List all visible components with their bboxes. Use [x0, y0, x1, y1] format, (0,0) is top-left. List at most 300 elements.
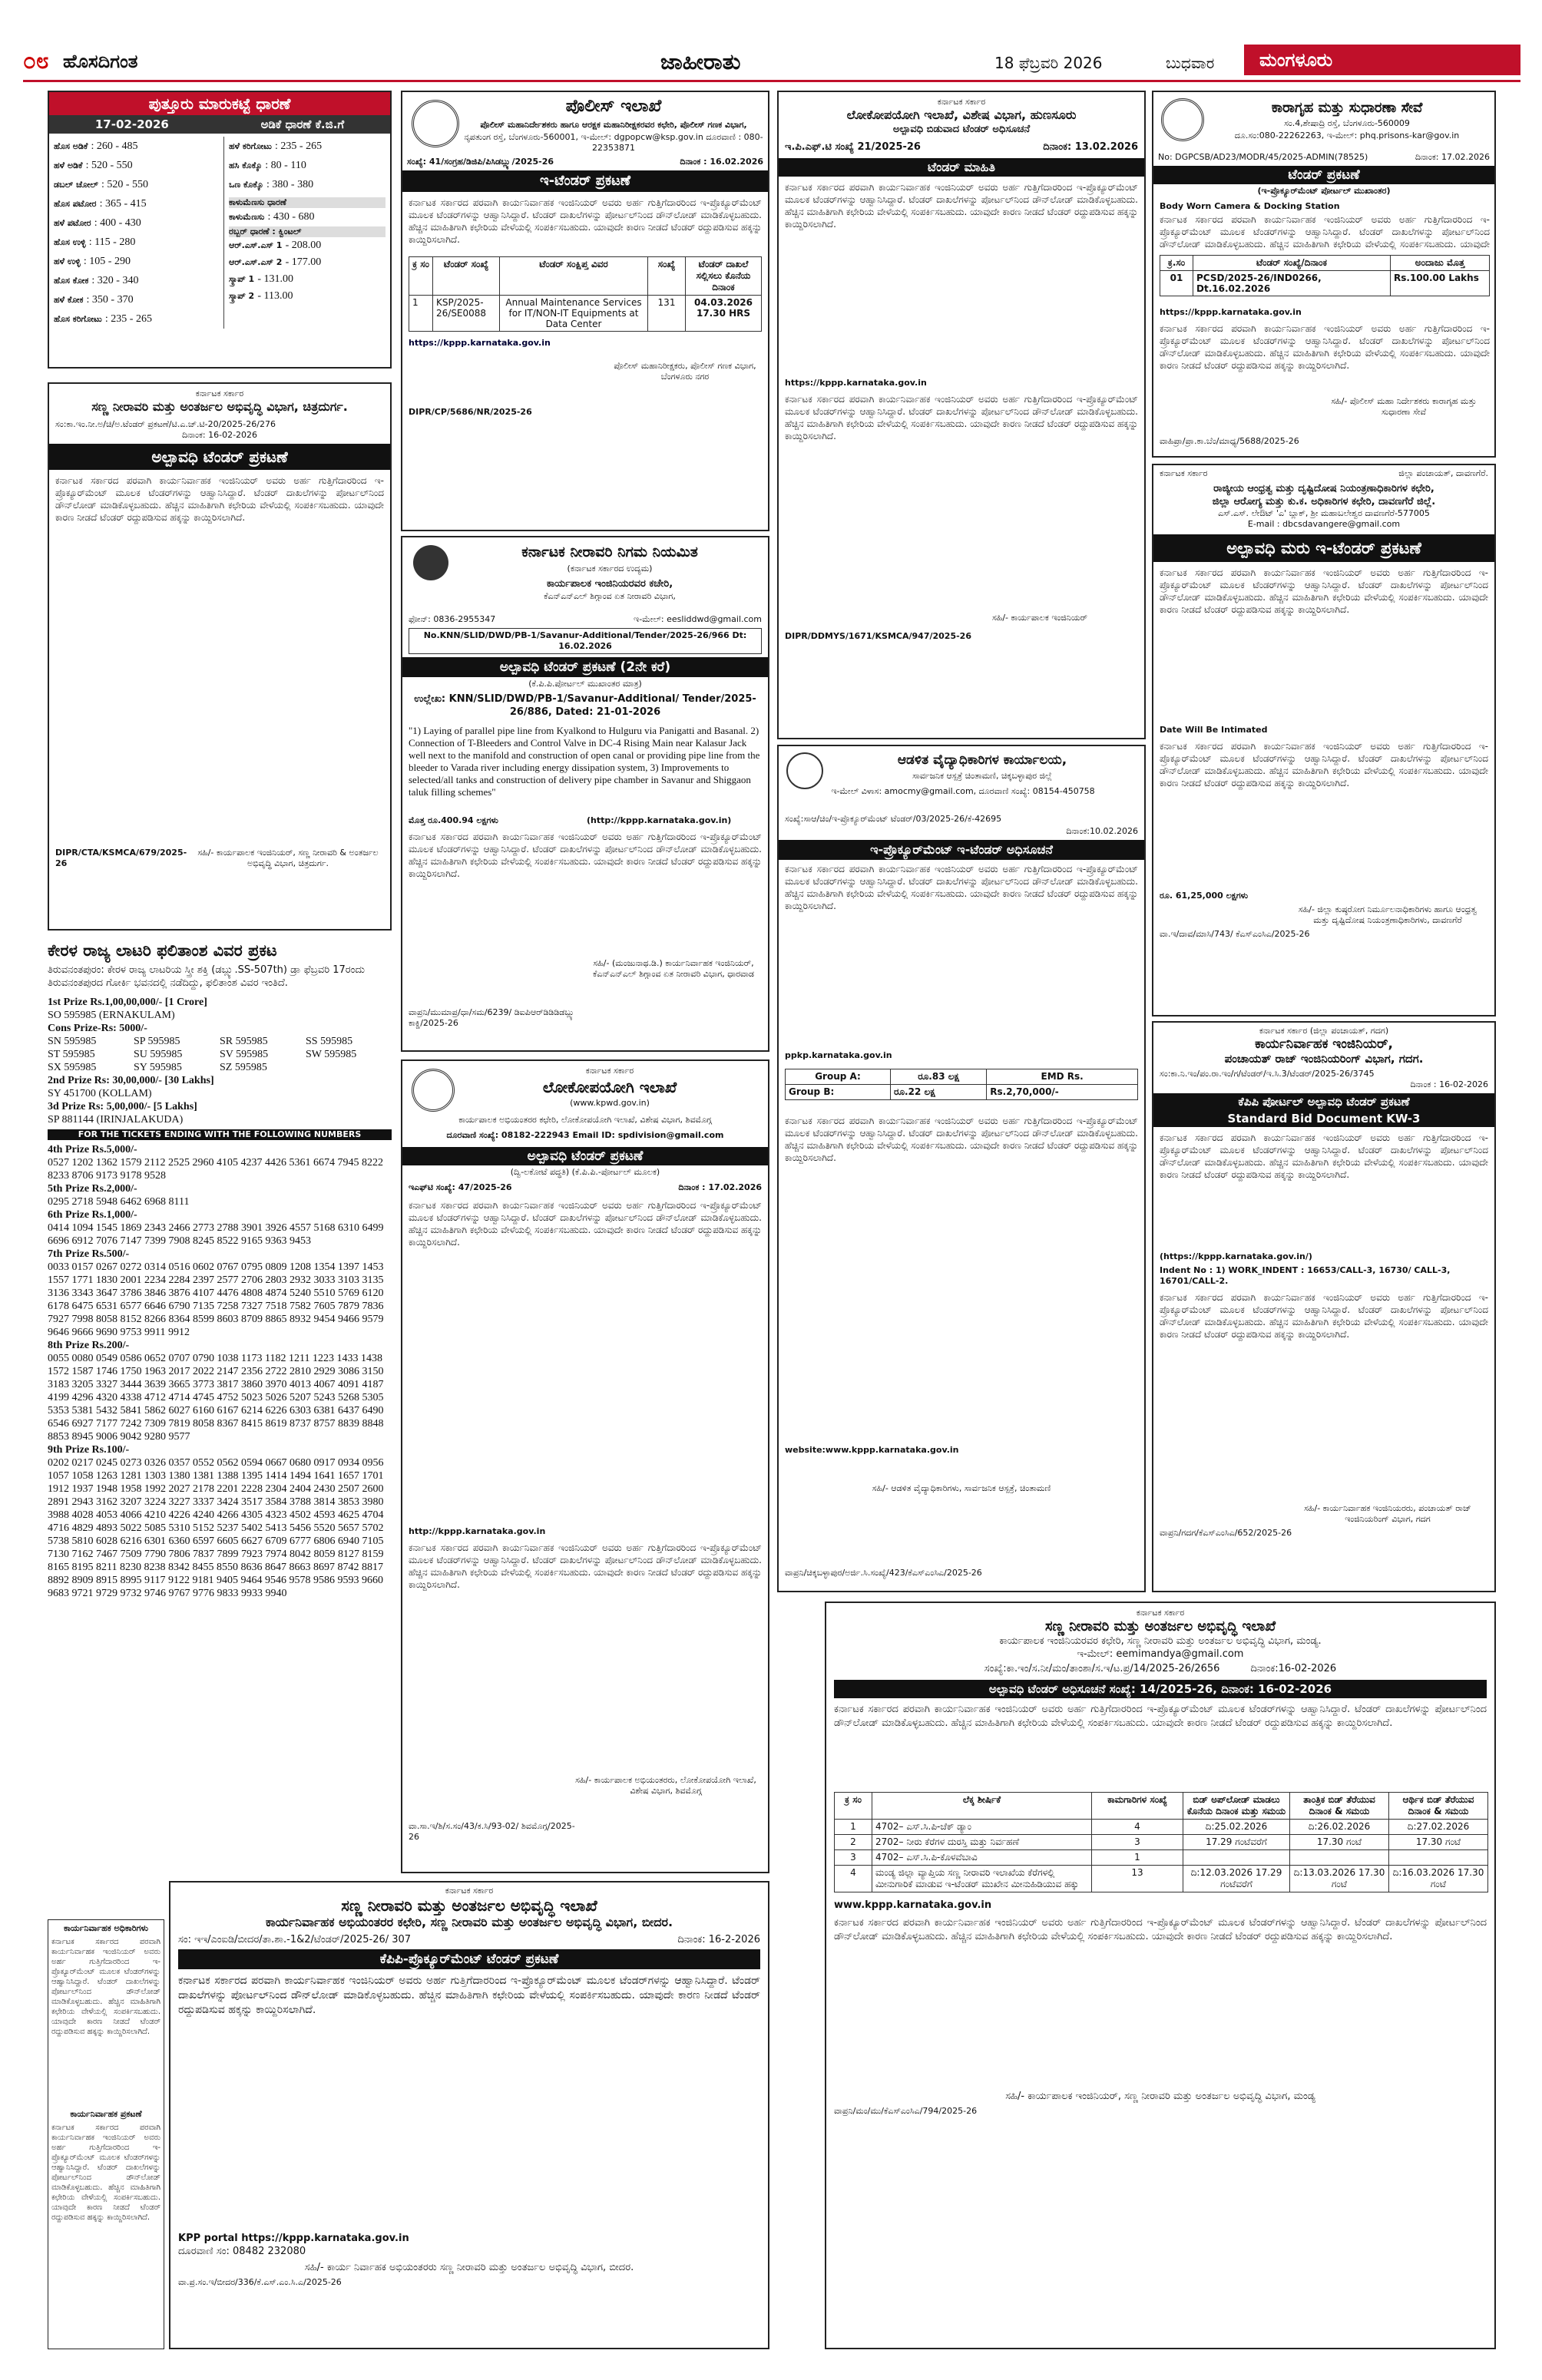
knnl-ref: No.KNN/SLID/DWD/PB-1/Savanur-Additional/Tender/2025-26/966 Dt: 16.02.2026: [409, 628, 762, 654]
gadag-govt: ಕರ್ನಾಟಕ ಸರ್ಕಾರ (ಜಿಲ್ಲಾ ಪಂಚಾಯತ್, ಗದಗ): [1259, 1026, 1389, 1036]
davanagere-email: E-mail : dbcsdavangere@gmail.com: [1247, 519, 1401, 529]
small-notice-body-2: ಕರ್ನಾಟಕ ಸರ್ಕಾರದ ಪರವಾಗಿ ಕಾರ್ಯನಿರ್ವಾಹಕ ಇಂಜಿನಿಯರ್ ಅವರು ಅರ್ಹ ಗುತ್ತಿಗೆದಾರರಿಂದ ಇ-ಪ್ರೊಕ್ಯೂರ್‌ಮೆಂಟ್ ಮೂಲಕ ಟೆಂಡರ್‌ಗಳನ್ನು ಆಹ್ವಾನಿಸಿದ್ದಾರೆ. ಟೆಂಡರ್ ದಾಖಲೆಗಳನ್ನು ಪೋರ್ಟಲ್‌ನಿಂದ ಡೌನ್‌ಲೋಡ್ ಮಾಡಿಕೊಳ್ಳಬಹುದು. ಹೆಚ್ಚಿನ ಮಾಹಿತಿಗಾಗಿ ಕಛೇರಿಯ ವೇಳೆಯಲ್ಲಿ ಸಂಪರ್ಕಿಸಬಹುದು. ಯಾವುದೇ ಕಾರಣ ನೀಡದೆ ಟೆಂಡರ್ ರದ್ದುಪಡಿಸುವ ಹಕ್ಕನ್ನು ಕಾಯ್ದಿರಿಸಲಾಗಿದೆ.: [51, 2124, 160, 2222]
cell: 3: [1092, 1835, 1183, 1850]
rate-value: : 105 - 290: [83, 256, 131, 267]
rate-item: ಹೊಸ ಅಡಿಕೆ: [54, 141, 88, 151]
cell: Rs.100.00 Lakhs: [1391, 271, 1490, 296]
police-tender-box: [401, 91, 769, 531]
cell: ರೂ.22 ಲಕ್ಷ: [891, 1085, 987, 1100]
cell: ದಿ:16.03.2026 17.30 ಗಂಟೆ: [1389, 1866, 1488, 1892]
pepper-label: ಕಾಳುಮೆಣಸು ಧಾರಣೆ: [229, 197, 386, 208]
prisons-phone: ದೂ.ಸಂ:080-22262263, ಇ-ಮೇಲ್: phq.prisons-kar@gov.in: [1234, 131, 1460, 140]
col-tender-no: ಟೆಂಡರ್ ಸಂಖ್ಯೆ: [433, 257, 500, 296]
rate-value: : 365 - 415: [99, 198, 147, 210]
knnl-office: ಕಾರ್ಯಪಾಲಕ ಇಂಜಿನಿಯರವರ ಕಚೇರಿ,: [546, 578, 673, 590]
rate-value: : 235 - 265: [275, 140, 323, 152]
rate-item: ಹೊಸ ಕರಿಗೋಟು: [54, 314, 102, 324]
col-tender-no: ಟೆಂಡರ್ ಸಂಖ್ಯೆ/ದಿನಾಂಕ: [1193, 256, 1391, 271]
bidar-footer: ವಾ.ಪ್ರ.ಸಂ.ಇ/ಬೀದರ/336/ಕೆ.ಎಸ್.ಎಂ.ಸಿ.ಎ/2025-26: [178, 2277, 342, 2287]
small-notice-title: ಕಾರ್ಯನಿರ್ವಾಹಕ ಅಧಿಕಾರಿಗಳು: [64, 1923, 148, 1933]
cell: 17.30 ಗಂಟೆ: [1389, 1835, 1488, 1850]
rates-right: [223, 137, 386, 329]
davanagere-subtitle: ಜಿಲ್ಲಾ ಆರೋಗ್ಯ ಮತ್ತು ಕು.ಕ. ಅಧಿಕಾರಿಗಳ ಕಛೇರಿ, ದಾವಣಗೆರೆ ಜಿಲ್ಲೆ.: [1212, 496, 1436, 507]
knnl-title: ಕರ್ನಾಟಕ ನೀರಾವರಿ ನಿಗಮ ನಿಯಮಿತ: [521, 544, 698, 560]
rate-item: ಹೊಸ ಪಟೋರ: [54, 199, 97, 209]
davanagere-amount: ರೂ. 61,25,000 ಲಕ್ಷಗಳು: [1160, 891, 1249, 901]
cons-number: SX 595985: [48, 1062, 97, 1073]
chintamani-footer: ವಾಪ್ರನಿ/ಚಿಕ್ಕಬಳ್ಳಾಪುರ/ಅರ್ಜಿ.ಸಿ.ಸಂಖ್ಯೆ/423/ಕೆಎಸ್‌ಎಂಸಿಎ/2025-26: [785, 1568, 982, 1578]
rubber-label: ರಬ್ಬರ್ ಧಾರಣೆ : ಕ್ವಿಂಟಲ್: [229, 226, 386, 237]
davanagere-title: ರಾಜ್ಯೀಯ ಆಂಧ್ರತ್ವ ಮತ್ತು ದೃಷ್ಟಿದೋಷ ನಿಯಂತ್ರಣಾಧಿಕಾರಿಗಳ ಕಛೇರಿ,: [1213, 483, 1434, 494]
knnl-work-ref: ಉಲ್ಲೇಖ: KNN/SLID/DWD/PB-1/Savanur-Additional/ Tender/2025-26/886, Dated: 21-01-2026: [414, 693, 756, 718]
weekday: ಬುಧವಾರ: [1166, 54, 1215, 72]
col-sl: ಕ್ರ.ಸಂ: [1160, 256, 1193, 271]
hunsur-title: ಲೋಕೋಪಯೋಗಿ ಇಲಾಖೆ, ವಿಶೇಷ ವಿಭಾಗ, ಹುಣಸೂರು: [846, 107, 1077, 122]
knnl-heading: ಅಲ್ಪಾವಧಿ ಟೆಂಡರ್ ಪ್ರಕಟಣೆ (2ನೇ ಕರೆ): [402, 657, 768, 677]
pwd-emblem-icon: [412, 1069, 455, 1112]
table-row: [786, 1085, 1138, 1100]
kerala-intro: ತಿರುವನಂತಪುರಂ: ಕೇರಳ ರಾಜ್ಯ ಲಾಟರಿಯ ಸ್ತ್ರೀ ಶಕ್ತಿ (ಡಬ್ಲ್ಯು.SS-507th) ಡ್ರಾ ಫೆಬ್ರವರಿ 17ರಂದು ತಿರುವನಂತಪುರದ ಗೋರ್ಕಿ ಭವನದಲ್ಲಿ ನಡೆದಿದ್ದು, ಫಲಿತಾಂಶ ವಿವರ ಇಂತಿದೆ.: [48, 964, 365, 989]
chitradurga-govt: ಕರ್ನಾಟಕ ಸರ್ಕಾರ: [195, 388, 244, 398]
prisons-body: ಕರ್ನಾಟಕ ಸರ್ಕಾರದ ಪರವಾಗಿ ಕಾರ್ಯನಿರ್ವಾಹಕ ಇಂಜಿನಿಯರ್ ಅವರು ಅರ್ಹ ಗುತ್ತಿಗೆದಾರರಿಂದ ಇ-ಪ್ರೊಕ್ಯೂರ್‌ಮೆಂಟ್ ಮೂಲಕ ಟೆಂಡರ್‌ಗಳನ್ನು ಆಹ್ವಾನಿಸಿದ್ದಾರೆ. ಟೆಂಡರ್ ದಾಖಲೆಗಳನ್ನು ಪೋರ್ಟಲ್‌ನಿಂದ ಡೌನ್‌ಲೋಡ್ ಮಾಡಿಕೊಳ್ಳಬಹುದು. ಹೆಚ್ಚಿನ ಮಾಹಿತಿಗಾಗಿ ಕಛೇರಿಯ ವೇಳೆಯಲ್ಲಿ ಸಂಪರ್ಕಿಸಬಹುದು. ಯಾವುದೇ: [1160, 214, 1490, 250]
pepper-value: : 430 - 680: [267, 211, 315, 223]
gadag-ref: ಸಂ:ಕಾ.ನಿ.ಇಂ/ಪಂ.ರಾ.ಇಂ/ಗ/ಟೆಂಡರ್/ಇ.ಸಿ.3/ಟೆಂಡರ್/2025-26/3745: [1160, 1069, 1375, 1079]
prize8-label: 8th Prize Rs.200/-: [48, 1340, 130, 1351]
gadag-tender-box: [1152, 1021, 1496, 1592]
cell: 4: [835, 1866, 872, 1892]
shimoga-portal-link[interactable]: http://kppp.karnataka.gov.in: [409, 1526, 546, 1536]
shimoga-phone: ದೂರವಾಣಿ ಸಂಖ್ಯೆ: 08182-222943 Email ID: spdivision@gmail.com: [446, 1130, 724, 1140]
gadag-sign: ಸಹಿ/- ಕಾರ್ಯನಿರ್ವಾಹಕ ಇಂಜಿನಿಯರರು, ಪಂಚಾಯತ್ ರಾಜ್ ಇಂಜಿನಿಯರಿಂಗ್ ವಿಭಾಗ, ಗದಗ: [1304, 1503, 1471, 1524]
cell: [1389, 1850, 1488, 1866]
knnl-amount: ಮೊತ್ತ ರೂ.400.94 ಲಕ್ಷಗಳು: [409, 815, 498, 825]
prisons-ref: No: DGPCSB/AD23/MODR/45/2025-ADMIN(78525): [1158, 152, 1368, 162]
col-last-date: ಟೆಂಡರ್ ದಾಖಲೆ ಸಲ್ಲಿಸಲು ಕೊನೆಯ ದಿನಾಂಕ: [686, 257, 762, 296]
knnl-footer: ವಾಪ್ರನಿ/ಮುಮಾಪ್ರ/ಧಾ/ಸಮ/6239/ ಡಿಐಪಿಆರ್‌ಡಿಡಿಡಿಡಬ್ಲ್ಯು ಕಾಕ್ಡಿ/2025-26: [409, 1007, 576, 1028]
chintamani-tender-box: [777, 745, 1146, 1592]
cell: Rs.2,70,000/-: [987, 1085, 1138, 1100]
hunsur-subtitle: ಅಲ್ಪಾವಧಿ ಬಿಡುವಾದ ಟೆಂಡರ್ ಅಧಿಸೂಚನೆ: [892, 124, 1031, 135]
cell: ದಿ:27.02.2026: [1389, 1820, 1488, 1835]
knnl-division: ಕೆಎನ್‌ಎನ್‌ಎಲ್ ಶಿಗ್ಗಾಂವ ಏತ ನೀರಾವರಿ ವಿಭಾಗ,: [544, 591, 676, 601]
prize5-label: 5th Prize Rs.2,000/-: [48, 1183, 137, 1195]
issue-date: 18 ಫೆಬ್ರವರಿ 2026: [994, 54, 1103, 72]
col-works: ಕಾಮಗಾರಿಗಳ ಸಂಖ್ಯೆ: [1092, 1793, 1183, 1820]
chintamani-address: ಸಾರ್ವಜನಿಕ ಆಸ್ಪತ್ರೆ ಚಿಂತಾಮಣಿ, ಚಿಕ್ಕಬಳ್ಳಾಪುರ ಜಿಲ್ಲೆ: [912, 771, 1052, 781]
hunsur-date: ದಿನಾಂಕ: 13.02.2026: [1043, 141, 1138, 153]
shimoga-title: ಲೋಕೋಪಯೋಗಿ ಇಲಾಖೆ: [542, 1078, 677, 1096]
hunsur-heading: ಟೆಂಡರ್ ಮಾಹಿತಿ: [779, 158, 1144, 177]
col-emd: EMD Rs.: [987, 1069, 1138, 1085]
rate-value: : 380 - 380: [266, 179, 314, 190]
hunsur-body: ಕರ್ನಾಟಕ ಸರ್ಕಾರದ ಪರವಾಗಿ ಕಾರ್ಯನಿರ್ವಾಹಕ ಇಂಜಿನಿಯರ್ ಅವರು ಅರ್ಹ ಗುತ್ತಿಗೆದಾರರಿಂದ ಇ-ಪ್ರೊಕ್ಯೂರ್‌ಮೆಂಟ್ ಮೂಲಕ ಟೆಂಡರ್‌ಗಳನ್ನು ಆಹ್ವಾನಿಸಿದ್ದಾರೆ. ಟೆಂಡರ್ ದಾಖಲೆಗಳನ್ನು ಪೋರ್ಟಲ್‌ನಿಂದ ಡೌನ್‌ಲೋಡ್ ಮಾಡಿಕೊಳ್ಳಬಹುದು. ಹೆಚ್ಚಿನ ಮಾಹಿತಿಗಾಗಿ ಕಛೇರಿಯ ವೇಳೆಯಲ್ಲಿ ಸಂಪರ್ಕಿಸಬಹುದು. ಯಾವುದೇ ಕಾರಣ ನೀಡದೆ ಟೆಂಡರ್ ರದ್ದುಪಡಿಸುವ ಹಕ್ಕನ್ನು ಕಾಯ್ದಿರಿಸಲಾಗಿದೆ.: [785, 182, 1138, 230]
shimoga-site[interactable]: (www.kpwd.gov.in): [570, 1098, 650, 1108]
shimoga-date: ದಿನಾಂಕ : 17.02.2026: [678, 1182, 762, 1192]
gadag-subtitle: ಪಂಚಾಯತ್ ರಾಜ್ ಇಂಜಿನಿಯರಿಂಗ್ ವಿಭಾಗ, ಗದಗ.: [1224, 1052, 1424, 1066]
bidar-phone: ದೂರವಾಣಿ ಸಂ: 08482 232080: [178, 2246, 306, 2257]
prisons-emblem-icon: [1161, 98, 1204, 141]
rate-item: ಹೊಸ ಕೋಕ: [54, 276, 89, 286]
knnl-body: ಕರ್ನಾಟಕ ಸರ್ಕಾರದ ಪರವಾಗಿ ಕಾರ್ಯನಿರ್ವಾಹಕ ಇಂಜಿನಿಯರ್ ಅವರು ಅರ್ಹ ಗುತ್ತಿಗೆದಾರರಿಂದ ಇ-ಪ್ರೊಕ್ಯೂರ್‌ಮೆಂಟ್ ಮೂಲಕ ಟೆಂಡರ್‌ಗಳನ್ನು ಆಹ್ವಾನಿಸಿದ್ದಾರೆ. ಟೆಂಡರ್ ದಾಖಲೆಗಳನ್ನು ಪೋರ್ಟಲ್‌ನಿಂದ ಡೌನ್‌ಲೋಡ್ ಮಾಡಿಕೊಳ್ಳಬಹುದು. ಹೆಚ್ಚಿನ ಮಾಹಿತಿಗಾಗಿ ಕಛೇರಿಯ ವೇಳೆಯಲ್ಲಿ ಸಂಪರ್ಕಿಸಬಹುದು. ಯಾವುದೇ ಕಾರಣ ನೀಡದೆ ಟೆಂಡರ್ ರದ್ದುಪಡಿಸುವ ಹಕ್ಕನ್ನು ಕಾಯ್ದಿರಿಸಲಾಗಿದೆ.: [409, 831, 762, 879]
bidar-govt: ಕರ್ನಾಟಕ ಸರ್ಕಾರ: [445, 1886, 494, 1896]
mandya-body-2: ಕರ್ನಾಟಕ ಸರ್ಕಾರದ ಪರವಾಗಿ ಕಾರ್ಯನಿರ್ವಾಹಕ ಇಂಜಿನಿಯರ್ ಅವರು ಅರ್ಹ ಗುತ್ತಿಗೆದಾರರಿಂದ ಇ-ಪ್ರೊಕ್ಯೂರ್‌ಮೆಂಟ್ ಮೂಲಕ ಟೆಂಡರ್‌ಗಳನ್ನು ಆಹ್ವಾನಿಸಿದ್ದಾರೆ. ಟೆಂಡರ್ ದಾಖಲೆಗಳನ್ನು ಪೋರ್ಟಲ್‌ನಿಂದ ಡೌನ್‌ಲೋಡ್ ಮಾಡಿಕೊಳ್ಳಬಹುದು. ಹೆಚ್ಚಿನ ಮಾಹಿತಿಗಾಗಿ ಕಛೇರಿಯ ವೇಳೆಯಲ್ಲಿ ಸಂಪರ್ಕಿಸಬಹುದು. ಯಾವುದೇ ಕಾರಣ ನೀಡದೆ ಟೆಂಡರ್ ರದ್ದುಪಡಿಸುವ ಹಕ್ಕನ್ನು ಕಾಯ್ದಿರಿಸಲಾಗಿದೆ.: [834, 1917, 1487, 1942]
prize8-numbers: 0055 0080 0549 0586 0652 0707 0790 1038 1173 1182 1211 1223 1433 1438 1572 1587 1746 1750 1963 2017 2022 2147 2356 2722 2810 2929 3086 3150 3183 3205 3327 3444 3639 3665 3773 3817 3860 3970 4013 4067 4091 4187 4199 4296 4320 4338 4712 4714 4745 4752 5023 5026 5207 5243 5268 5305 5353 5381 5432 5841 5862 6027 6160 6167 6214 6226 6303 6381 6437 6490 6546 6927 7177 7242 7309 7819 8058 8367 8415 8619 8737 8757 8839 8848 8853 8945 9006 9042 9280 9577: [48, 1353, 384, 1443]
knnl-phone: ಫೋನ್: 0836-2955347: [409, 614, 496, 624]
col-sl: ಕ್ರ ಸಂ: [835, 1793, 872, 1820]
knnl-work-desc: "1) Laying of parallel pipe line from Kyalkond to Hulguru via Panigatti and Basanal. 2) Connection of T-Bleeders and Control Valve in DC-4 Rising Main near Kalasur Jack well next to the manifold and construction of open canal or providing pipe line from the bleeder to Varada river including energy dissipation system, 3) Improvements to selected/all tanks and construction of delivery pipe chamber in Savanur and Shiggaon taluk filling schemes": [409, 725, 760, 798]
prisons-address: ಸಂ.4,ಶೇಷಾದ್ರಿ ರಸ್ತೆ, ಬೆಂಗಳೂರು-560009: [1284, 118, 1410, 128]
davanagere-dates: Date Will Be Intimated: [1160, 725, 1268, 735]
chintamani-title: ಆಡಳಿತ ವೈದ್ಯಾಧಿಕಾರಿಗಳ ಕಾರ್ಯಾಲಯ,: [897, 752, 1067, 768]
rubber-value: - 177.00: [285, 256, 322, 268]
hunsur-govt: ಕರ್ನಾಟಕ ಸರ್ಕಾರ: [937, 97, 986, 107]
market-rates-box: [48, 91, 392, 369]
col-bid-date: ಬಿಡ್ ಅಪ್‌ಲೋಡ್ ಮಾಡಲು ಕೊನೆಯ ದಿನಾಂಕ ಮತ್ತು ಸಮಯ: [1183, 1793, 1290, 1820]
cell: 131: [648, 296, 686, 332]
rate-item: ಹಸಿ ಕೊಕ್ಕೊ: [229, 160, 263, 170]
rate-item: ಹಳೆ ಕರಿಗೋಟು: [229, 141, 272, 151]
prize3-label: 3d Prize Rs: 5,00,000/- [5 Lakhs]: [48, 1101, 197, 1112]
rate-item: ಹಳೆ ಪಟೋರ: [54, 218, 91, 228]
prisons-title: ಕಾರಾಗೃಹ ಮತ್ತು ಸುಧಾರಣಾ ಸೇವೆ: [1271, 100, 1423, 116]
gadag-body-2: ಕರ್ನಾಟಕ ಸರ್ಕಾರದ ಪರವಾಗಿ ಕಾರ್ಯನಿರ್ವಾಹಕ ಇಂಜಿನಿಯರ್ ಅವರು ಅರ್ಹ ಗುತ್ತಿಗೆದಾರರಿಂದ ಇ-ಪ್ರೊಕ್ಯೂರ್‌ಮೆಂಟ್ ಮೂಲಕ ಟೆಂಡರ್‌ಗಳನ್ನು ಆಹ್ವಾನಿಸಿದ್ದಾರೆ. ಟೆಂಡರ್ ದಾಖಲೆಗಳನ್ನು ಪೋರ್ಟಲ್‌ನಿಂದ ಡೌನ್‌ಲೋಡ್ ಮಾಡಿಕೊಳ್ಳಬಹುದು. ಹೆಚ್ಚಿನ ಮಾಹಿತಿಗಾಗಿ ಕಛೇರಿಯ ವೇಳೆಯಲ್ಲಿ ಸಂಪರ್ಕಿಸಬಹುದು. ಯಾವುದೇ ಕಾರಣ ನೀಡದೆ ಟೆಂಡರ್ ರದ್ದುಪಡಿಸುವ ಹಕ್ಕನ್ನು ಕಾಯ್ದಿರಿಸಲಾಗಿದೆ.: [1160, 1292, 1488, 1340]
cell: 01: [1160, 271, 1193, 296]
gadag-portal-link[interactable]: (https://kppp.karnataka.gov.in/): [1160, 1251, 1312, 1261]
hunsur-portal-link[interactable]: https://kppp.karnataka.gov.in: [785, 378, 927, 388]
chintamani-ref: ಸಂಖ್ಯೆ:ಸಾಆ/ಚಿಂ/ಇ-ಪ್ರೊಕ್ಯೂರ್‌ಮೆಂಟ್ ಟೆಂಡರ್/03/2025-26/ಕೆ-42695: [785, 814, 1002, 824]
gadag-footer: ವಾಪ್ರನಿ/ಗದಗ/ಕೆಎಸ್‌ಎಂಸಿಎ/652/2025-26: [1160, 1528, 1292, 1538]
rates-left: [54, 137, 223, 329]
page-number: ೦೮: [23, 48, 49, 74]
chintamani-date: ದಿನಾಂಕ:10.02.2026: [1066, 826, 1138, 836]
small-notice-heading: ಕಾರ್ಯನಿರ್ವಾಹಕ ಪ್ರಕಟಣೆ: [70, 2109, 142, 2119]
cell: [1290, 1850, 1389, 1866]
hunsur-ref: ಇ.ಪಿ.ಎಫ್.ಟಿ ಸಂಖ್ಯೆ 21/2025-26: [785, 141, 921, 153]
cell: ಮಂಡ್ಯ ಜಿಲ್ಲಾ ವ್ಯಾಪ್ತಿಯ ಸಣ್ಣ ನೀರಾವರಿ ಇಲಾಖೆಯ ಕೆರೆಗಳಲ್ಲಿ ಮೀನುಗಾರಿಕೆ ಮಾಡುವ ಇ-ಟೆಂಡರ್ ಮುಖೇನ ಮೀನುಹಿಡಿಯುವ ಹಕ್ಕು: [872, 1866, 1092, 1892]
rate-item: ಹೊಸ ಉಳ್ಳಿ: [54, 237, 86, 247]
chitradurga-date: ದಿನಾಂಕ: 16-02-2026: [181, 430, 258, 440]
chitradurga-heading: ಅಲ್ಪಾವಧಿ ಟೆಂಡರ್ ಪ್ರಕಟಣೆ: [49, 444, 390, 470]
col-amount: ಅಂದಾಜು ಮೊತ್ತ: [1391, 256, 1490, 271]
cell: ದಿ:25.02.2026: [1183, 1820, 1290, 1835]
mandya-email: ಇ-ಮೇಲ್: eemimandya@gmail.com: [1077, 1648, 1244, 1660]
rubber-item: ಸ್ಕ್ರಾಪ್ 2: [229, 291, 255, 301]
prisons-sign: ಸಹಿ/- ಪೊಲೀಸ್ ಮಹಾ ನಿರ್ದೇಶಕರು ಕಾರಾಗೃಹ ಮತ್ತು ಸುಧಾರಣಾ ಸೇವೆ: [1331, 396, 1477, 417]
knnl-sign: ಸಹಿ/- (ಮಂಜುನಾಥ.ಡಿ.) ಕಾರ್ಯನಿರ್ವಾಹಕ ಇಂಜಿನಿಯರ್, ಕೆಎನ್‌ಎನ್‌ಎಲ್ ಶಿಗ್ಗಾಂವ ಏತ ನೀರಾವರಿ ವಿಭಾಗ, ಧಾರವಾಡ: [592, 958, 754, 979]
table-row: [835, 1850, 1488, 1866]
davanagere-body: ಕರ್ನಾಟಕ ಸರ್ಕಾರದ ಪರವಾಗಿ ಕಾರ್ಯನಿರ್ವಾಹಕ ಇಂಜಿನಿಯರ್ ಅವರು ಅರ್ಹ ಗುತ್ತಿಗೆದಾರರಿಂದ ಇ-ಪ್ರೊಕ್ಯೂರ್‌ಮೆಂಟ್ ಮೂಲಕ ಟೆಂಡರ್‌ಗಳನ್ನು ಆಹ್ವಾನಿಸಿದ್ದಾರೆ. ಟೆಂಡರ್ ದಾಖಲೆಗಳನ್ನು ಪೋರ್ಟಲ್‌ನಿಂದ ಡೌನ್‌ಲೋಡ್ ಮಾಡಿಕೊಳ್ಳಬಹುದು. ಹೆಚ್ಚಿನ ಮಾಹಿತಿಗಾಗಿ ಕಛೇರಿಯ ವೇಳೆಯಲ್ಲಿ ಸಂಪರ್ಕಿಸಬಹುದು. ಯಾವುದೇ ಕಾರಣ ನೀಡದೆ ಟೆಂಡರ್ ರದ್ದುಪಡಿಸುವ ಹಕ್ಕನ್ನು ಕಾಯ್ದಿರಿಸಲಾಗಿದೆ.: [1160, 567, 1488, 615]
gadag-title: ಕಾರ್ಯನಿರ್ವಾಹಕ ಇಂಜಿನಿಯರ್,: [1255, 1036, 1393, 1052]
masthead-rule: [23, 80, 1520, 82]
cons-number: SR 595985: [220, 1036, 268, 1047]
knnl-logo-icon: [413, 545, 448, 580]
police-sign: ಪೊಲೀಸ್ ಮಹಾನಿರೀಕ್ಷಕರು, ಪೊಲೀಸ್ ಗಣಕ ವಿಭಾಗ, ಬೆಂಗಳೂರು ನಗರ: [614, 361, 756, 382]
chintamani-portal-link[interactable]: ppkp.karnataka.gov.in: [785, 1050, 892, 1060]
table-row: [409, 296, 762, 332]
prize6-numbers: 0414 1094 1545 1869 2343 2466 2773 2788 3901 3926 4557 5168 6310 6499 6696 6912 7076 7147 7399 7908 8245 8522 9165 9363 9453: [48, 1222, 384, 1247]
prisons-table: [1160, 255, 1490, 296]
prize5-numbers: 0295 2718 5948 6462 6968 8111: [48, 1196, 190, 1208]
market-date: 17-02-2026: [94, 117, 169, 131]
chintamani-table: [785, 1069, 1138, 1100]
table-row: [835, 1866, 1488, 1892]
chintamani-website[interactable]: website:www.kppp.karnataka.gov.in: [785, 1445, 959, 1455]
cell: Group B:: [786, 1085, 891, 1100]
mandya-portal-link[interactable]: www.kppp.karnataka.gov.in: [834, 1899, 992, 1911]
mandya-heading: ಅಲ್ಪಾವಧಿ ಟೆಂಡರ್ ಅಧಿಸೂಚನೆ ಸಂಖ್ಯೆ: 14/2025-26, ದಿನಾಂಕ: 16-02-2026: [834, 1680, 1487, 1698]
prize9-label: 9th Prize Rs.100/-: [48, 1444, 130, 1456]
cell: 3: [835, 1850, 872, 1866]
cell: PCSD/2025-26/IND0266, Dt.16.02.2026: [1193, 271, 1391, 296]
chintamani-sign: ಸಹಿ/- ಆಡಳಿತ ವೈದ್ಯಾಧಿಕಾರಿಗಳು, ಸಾರ್ವಜನಿಕ ಆಸ್ಪತ್ರೆ, ಚಿಂತಾಮಣಿ: [872, 1483, 1051, 1493]
cons-number: SV 595985: [220, 1049, 269, 1060]
rate-item: ಹಳೆ ಉಳ್ಳಿ: [54, 256, 81, 266]
kerala-lottery-box: [48, 940, 392, 1915]
davanagere-body-2: ಕರ್ನಾಟಕ ಸರ್ಕಾರದ ಪರವಾಗಿ ಕಾರ್ಯನಿರ್ವಾಹಕ ಇಂಜಿನಿಯರ್ ಅವರು ಅರ್ಹ ಗುತ್ತಿಗೆದಾರರಿಂದ ಇ-ಪ್ರೊಕ್ಯೂರ್‌ಮೆಂಟ್ ಮೂಲಕ ಟೆಂಡರ್‌ಗಳನ್ನು ಆಹ್ವಾನಿಸಿದ್ದಾರೆ. ಟೆಂಡರ್ ದಾಖಲೆಗಳನ್ನು ಪೋರ್ಟಲ್‌ನಿಂದ ಡೌನ್‌ಲೋಡ್ ಮಾಡಿಕೊಳ್ಳಬಹುದು. ಹೆಚ್ಚಿನ ಮಾಹಿತಿಗಾಗಿ ಕಛೇರಿಯ ವೇಳೆಯಲ್ಲಿ ಸಂಪರ್ಕಿಸಬಹುದು. ಯಾವುದೇ ಕಾರಣ ನೀಡದೆ ಟೆಂಡರ್ ರದ್ದುಪಡಿಸುವ ಹಕ್ಕನ್ನು ಕಾಯ್ದಿರಿಸಲಾಗಿದೆ.: [1160, 741, 1488, 788]
mandya-office: ಕಾರ್ಯಪಾಲಕ ಇಂಜಿನಿಯರವರ ಕಛೇರಿ, ಸಣ್ಣ ನೀರಾವರಿ ಮತ್ತು ಅಂತರ್ಜಲ ಅಭಿವೃದ್ಧಿ ವಿಭಾಗ, ಮಂಡ್ಯ.: [999, 1635, 1322, 1647]
mandya-table: [834, 1792, 1488, 1892]
police-ref: ಸಂಖ್ಯೆ: 41/ಸಂಗ್ರಹ/ಡಿಜಿಪಿ/ಪಿಸಿಡಬ್ಲ್ಯು/2025-26: [407, 157, 554, 167]
cons-numbers: [48, 1035, 392, 1074]
bidar-subtitle: ಕಾರ್ಯನಿರ್ವಾಹಕ ಅಭಿಯಂತರರ ಕಛೇರಿ, ಸಣ್ಣ ನೀರಾವರಿ ಮತ್ತು ಅಂತರ್ಜಲ ಅಭಿವೃದ್ಧಿ ವಿಭಾಗ, ಬೀದರ.: [265, 1915, 673, 1929]
kerala-title: ಕೇರಳ ರಾಜ್ಯ ಲಾಟರಿ ಫಲಿತಾಂಶ ವಿವರ ಪ್ರಕಟ: [48, 941, 277, 960]
bidar-heading: ಕೆಪಿಪಿ-ಪ್ರೊಕ್ಯೂರ್‌ಮೆಂಟ್ ಟೆಂಡರ್ ಪ್ರಕಟಣೆ: [178, 1949, 760, 1969]
col-head: ಲೆಕ್ಕ ಶೀರ್ಷಿಕೆ: [872, 1793, 1092, 1820]
chitradurga-title: ಸಣ್ಣ ನೀರಾವರಿ ಮತ್ತು ಅಂತರ್ಜಲ ಅಭಿವೃದ್ಧಿ ವಿಭಾಗ, ಚಿತ್ರದುರ್ಗ.: [91, 399, 348, 414]
prize1-number: SO 595985 (ERNAKULAM): [48, 1010, 175, 1021]
police-address: ನೃಪತುಂಗ ರಸ್ತೆ, ಬೆಂಗಳೂರು-560001, ಇ-ಮೇಲ್: dgpopcw@ksp.gov.in ದೂರವಾಣಿ : 080-22353871: [464, 132, 763, 153]
police-heading: ಇ-ಟೆಂಡರ್ ಪ್ರಕಟಣೆ: [402, 170, 768, 192]
prisons-heading: ಟೆಂಡರ್ ಪ್ರಕಟಣೆ: [1153, 166, 1494, 184]
rate-item: ಹಳೆ ಅಡಿಕೆ: [54, 160, 83, 170]
col-sl: ಕ್ರ ಸಂ: [409, 257, 433, 296]
police-table: [409, 256, 762, 332]
rate-value: : 400 - 430: [94, 217, 141, 229]
cell: 1: [1092, 1850, 1183, 1866]
cons-number: SZ 595985: [220, 1062, 267, 1073]
shimoga-subheading: (ದ್ವಿ-ಲಕೋಟೆ ಪದ್ಧತಿ) (ಕೆ.ಪಿ.ಪಿ.-ಪೋರ್ಟಲ್ ಮೂಲಕ): [510, 1167, 660, 1177]
prisons-subheading: (ಇ-ಪ್ರೊಕ್ಯೂರ್‌ಮೆಂಟ್ ಪೋರ್ಟಲ್ ಮುಖಾಂತರ): [1257, 186, 1391, 196]
small-notice-body: ಕರ್ನಾಟಕ ಸರ್ಕಾರದ ಪರವಾಗಿ ಕಾರ್ಯನಿರ್ವಾಹಕ ಇಂಜಿನಿಯರ್ ಅವರು ಅರ್ಹ ಗುತ್ತಿಗೆದಾರರಿಂದ ಇ-ಪ್ರೊಕ್ಯೂರ್‌ಮೆಂಟ್ ಮೂಲಕ ಟೆಂಡರ್‌ಗಳನ್ನು ಆಹ್ವಾನಿಸಿದ್ದಾರೆ. ಟೆಂಡರ್ ದಾಖಲೆಗಳನ್ನು ಪೋರ್ಟಲ್‌ನಿಂದ ಡೌನ್‌ಲೋಡ್ ಮಾಡಿಕೊಳ್ಳಬಹುದು. ಹೆಚ್ಚಿನ ಮಾಹಿತಿಗಾಗಿ ಕಛೇರಿಯ ವೇಳೆಯಲ್ಲಿ ಸಂಪರ್ಕಿಸಬಹುದು. ಯಾವುದೇ ಕಾರಣ ನೀಡದೆ ಟೆಂಡರ್ ರದ್ದುಪಡಿಸುವ ಹಕ್ಕನ್ನು ಕಾಯ್ದಿರಿಸಲಾಗಿದೆ.: [51, 1938, 160, 2036]
rate-item: ಹಳೆ ಕೋಕ: [54, 295, 84, 305]
rate-value: : 80 - 110: [265, 160, 306, 171]
davanagere-address: ಎಸ್.ಎಸ್. ಲೇಔಟ್ 'ಎ' ಬ್ಲಾಕ್, ಶ್ರೀ ಮಹಾಬಲೇಶ್ವರ ದಾವಣಗೆರೆ-577005: [1218, 508, 1430, 518]
chitradurga-dipr: DIPR/CTA/KSMCA/679/2025-26: [55, 848, 187, 868]
prisons-portal-link[interactable]: https://kppp.karnataka.gov.in: [1160, 307, 1302, 317]
mandya-govt: ಕರ್ನಾಟಕ ಸರ್ಕಾರ: [1136, 1608, 1185, 1618]
cons-number: SS 595985: [306, 1036, 353, 1047]
cell: [1183, 1850, 1290, 1866]
prize2-label: 2nd Prize Rs: 30,00,000/- [30 Lakhs]: [48, 1075, 214, 1086]
chintamani-heading: ಇ-ಪ್ರೊಕ್ಯೂರ್‌ಮೆಂಟ್ ಇ-ಟೆಂಡರ್ ಅಧಿಸೂಚನೆ: [779, 840, 1144, 860]
cell: ದಿ:26.02.2026: [1290, 1820, 1389, 1835]
chintamani-email: ಇ-ಮೇಲ್ ವಿಳಾಸ: amocmy@gmail.com, ದೂರವಾಣಿ ಸಂಖ್ಯೆ: 08154-450758: [831, 786, 1095, 796]
cell: 4702– ಎಸ್.ಸಿ.ಪಿ-ಚೆಕ್ ಡ್ಯಾಂ: [872, 1820, 1092, 1835]
gadag-body: ಕರ್ನಾಟಕ ಸರ್ಕಾರದ ಪರವಾಗಿ ಕಾರ್ಯನಿರ್ವಾಹಕ ಇಂಜಿನಿಯರ್ ಅವರು ಅರ್ಹ ಗುತ್ತಿಗೆದಾರರಿಂದ ಇ-ಪ್ರೊಕ್ಯೂರ್‌ಮೆಂಟ್ ಮೂಲಕ ಟೆಂಡರ್‌ಗಳನ್ನು ಆಹ್ವಾನಿಸಿದ್ದಾರೆ. ಟೆಂಡರ್ ದಾಖಲೆಗಳನ್ನು ಪೋರ್ಟಲ್‌ನಿಂದ ಡೌನ್‌ಲೋಡ್ ಮಾಡಿಕೊಳ್ಳಬಹುದು. ಹೆಚ್ಚಿನ ಮಾಹಿತಿಗಾಗಿ ಕಛೇರಿಯ ವೇಳೆಯಲ್ಲಿ ಸಂಪರ್ಕಿಸಬಹುದು. ಯಾವುದೇ ಕಾರಣ ನೀಡದೆ ಟೆಂಡರ್ ರದ್ದುಪಡಿಸುವ ಹಕ್ಕನ್ನು ಕಾಯ್ದಿರಿಸಲಾಗಿದೆ.: [1160, 1132, 1488, 1180]
prize7-label: 7th Prize Rs.500/-: [48, 1248, 130, 1260]
col-desc: ಟೆಂಡರ್ ಸಂಕ್ಷಿಪ್ತ ವಿವರ: [500, 257, 648, 296]
bidar-tender-box: [169, 1881, 769, 2349]
col-group-amount: ರೂ.83 ಲಕ್ಷ: [891, 1069, 987, 1085]
rate-value: : 350 - 370: [86, 294, 134, 306]
mandya-footer: ವಾಪ್ರನಿ/ಮಂ/ಮು/ಕೆಎಸ್‌ಎಂಸಿಎ/794/2025-26: [834, 2106, 978, 2116]
cell: 2: [835, 1835, 872, 1850]
rubber-item: ಸ್ಕ್ರಾಪ್ 1: [229, 274, 255, 284]
mandya-sign: ಸಹಿ/- ಕಾರ್ಯಪಾಲಕ ಇಂಜಿನಿಯರ್, ಸಣ್ಣ ನೀರಾವರಿ ಮತ್ತು ಅಂತರ್ಜಲ ಅಭಿವೃದ್ಧಿ ವಿಭಾಗ, ಮಂಡ್ಯ: [1005, 2091, 1315, 2102]
hunsur-sign: ಸಹಿ/- ಕಾರ್ಯಪಾಲಕ ಇಂಜಿನಿಯರ್: [991, 613, 1088, 623]
police-date: ದಿನಾಂಕ : 16.02.2026: [680, 157, 763, 167]
prize7-numbers: 0033 0157 0267 0272 0314 0516 0602 0767 0795 0809 1208 1354 1397 1453 1557 1771 1830 2001 2234 2284 2397 2577 2706 2803 2932 3033 3103 3135 3136 3343 3647 3786 3846 3876 4107 4476 4808 4874 5240 5510 5769 6120 6178 6475 6531 6577 6646 6790 7135 7258 7327 7518 7582 7605 7879 7836 7927 7998 8058 8152 8266 8364 8599 8603 8709 8865 8932 9454 9466 9579 9646 9666 9690 9753 9911 9912: [48, 1261, 384, 1338]
police-subtitle: ಪೊಲೀಸ್ ಮಹಾನಿರ್ದೇಶಕರು ಹಾಗೂ ಆರಕ್ಷಕ ಮಹಾನಿರೀಕ್ಷಕರವರ ಕಛೇರಿ, ಪೊಲೀಸ್ ಗಣಕ ವಿಭಾಗ,: [480, 120, 747, 130]
pwd-shimoga-box: [401, 1059, 769, 1873]
police-emblem-icon: [412, 100, 459, 147]
table-row: [835, 1820, 1488, 1835]
prize4-label: 4th Prize Rs.5,000/-: [48, 1144, 137, 1155]
shimoga-heading: ಅಲ್ಪಾವಧಿ ಟೆಂಡರ್ ಪ್ರಕಟಣೆ: [402, 1147, 768, 1165]
shimoga-sign: ಸಹಿ/- ಕಾರ್ಯಪಾಲಕ ಅಭಿಯಂತರರು, ಲೋಕೋಪಯೋಗಿ ಇಲಾಖೆ, ವಿಶೇಷ ವಿಭಾಗ, ಶಿವಮೊಗ್ಗ: [575, 1775, 756, 1796]
rate-value: : 115 - 280: [88, 236, 136, 248]
rubber-item: ಆರ್.ಎಸ್.ಎಸ್ 1: [229, 240, 283, 250]
cell: 1: [835, 1820, 872, 1835]
cell: ದಿ:13.03.2026 17.30 ಗಂಟೆ: [1290, 1866, 1389, 1892]
rubber-value: - 208.00: [285, 240, 322, 251]
masthead: [23, 45, 1520, 78]
mandya-date: ದಿನಾಂಕ:16-02-2026: [1250, 1663, 1337, 1674]
prisons-body-2: ಕರ್ನಾಟಕ ಸರ್ಕಾರದ ಪರವಾಗಿ ಕಾರ್ಯನಿರ್ವಾಹಕ ಇಂಜಿನಿಯರ್ ಅವರು ಅರ್ಹ ಗುತ್ತಿಗೆದಾರರಿಂದ ಇ-ಪ್ರೊಕ್ಯೂರ್‌ಮೆಂಟ್ ಮೂಲಕ ಟೆಂಡರ್‌ಗಳನ್ನು ಆಹ್ವಾನಿಸಿದ್ದಾರೆ. ಟೆಂಡರ್ ದಾಖಲೆಗಳನ್ನು ಪೋರ್ಟಲ್‌ನಿಂದ ಡೌನ್‌ಲೋಡ್ ಮಾಡಿಕೊಳ್ಳಬಹುದು. ಹೆಚ್ಚಿನ ಮಾಹಿತಿಗಾಗಿ ಕಛೇರಿಯ ವೇಳೆಯಲ್ಲಿ ಸಂಪರ್ಕಿಸಬಹುದು. ಯಾವುದೇ ಕಾರಣ ನೀಡದೆ ಟೆಂಡರ್ ರದ್ದುಪಡಿಸುವ ಹಕ್ಕನ್ನು ಕಾಯ್ದಿರಿಸಲಾಗಿದೆ.: [1160, 323, 1490, 371]
mandya-title: ಸಣ್ಣ ನೀರಾವರಿ ಮತ್ತು ಅಂತರ್ಜಲ ಅಭಿವೃದ್ಧಿ ಇಲಾಖೆ: [1044, 1618, 1276, 1635]
prize4-numbers: 0527 1202 1362 1579 2112 2525 2960 4105 4237 4426 5361 6674 7945 8222 8233 8706 9173 9178 9528: [48, 1157, 383, 1182]
prize1-label: 1st Prize Rs.1,00,00,000/- [1 Crore]: [48, 997, 207, 1008]
chitradurga-ref: ಸಂ:ಕಾ.ಇಂ.ನೀ.ಅ/ಚಿ/ಅ.ಟೆಂಡರ್ ಪ್ರಕಟಣೆ/ಟಿ.ಎ.ಚ್.ಟಿ-20/2025-26/276: [55, 419, 276, 429]
police-dipr: DIPR/CP/5686/NR/2025-26: [409, 407, 532, 417]
chintamani-emblem-icon: [786, 752, 823, 789]
knnl-portal-link[interactable]: (http://kppp.karnataka.gov.in): [587, 815, 732, 825]
gadag-date: ದಿನಾಂಕ : 16-02-2026: [1410, 1079, 1488, 1089]
chitradurga-body: ಕರ್ನಾಟಕ ಸರ್ಕಾರದ ಪರವಾಗಿ ಕಾರ್ಯನಿರ್ವಾಹಕ ಇಂಜಿನಿಯರ್ ಅವರು ಅರ್ಹ ಗುತ್ತಿಗೆದಾರರಿಂದ ಇ-ಪ್ರೊಕ್ಯೂರ್‌ಮೆಂಟ್ ಮೂಲಕ ಟೆಂಡರ್‌ಗಳನ್ನು ಆಹ್ವಾನಿಸಿದ್ದಾರೆ. ಟೆಂಡರ್ ದಾಖಲೆಗಳನ್ನು ಪೋರ್ಟಲ್‌ನಿಂದ ಡೌನ್‌ಲೋಡ್ ಮಾಡಿಕೊಳ್ಳಬಹುದು. ಹೆಚ್ಚಿನ ಮಾಹಿತಿಗಾಗಿ ಕಛೇರಿಯ ವೇಳೆಯಲ್ಲಿ ಸಂಪರ್ಕಿಸಬಹುದು. ಯಾವುದೇ ಕಾರಣ ನೀಡದೆ ಟೆಂಡರ್ ರದ್ದುಪಡಿಸುವ ಹಕ್ಕನ್ನು ಕಾಯ್ದಿರಿಸಲಾಗಿದೆ.: [55, 475, 384, 523]
rubber-value: - 113.00: [257, 290, 293, 302]
bidar-ref: ಸಂ: ಇಇ/ಎಂಐಡಿ/ಬೀದರ/ತಾ.ಶಾ.-1&2/ಟೆಂಡರ್/2025-26/ 307: [178, 1934, 412, 1945]
knnl-subheading: (ಕೆ.ಪಿ.ಪಿ.ಪೋರ್ಟಲ್ ಮುಖಾಂತರ ಮಾತ್ರ): [528, 679, 642, 689]
rate-value: : 235 - 265: [104, 313, 152, 325]
cell: 2702– ನೀರು ಕೆರೆಗಳ ದುರಸ್ತಿ ಮತ್ತು ನಿರ್ವಹಣೆ: [872, 1835, 1092, 1850]
pepper-item: ಕಾಳುಮೆಣಸು: [229, 212, 265, 222]
knnl-tender-box: [401, 536, 769, 1052]
paper-name: ಹೊಸದಿಗಂತ: [63, 51, 138, 72]
cell: 17.29 ಗಂಟೆವರೆಗೆ: [1183, 1835, 1290, 1850]
rate-value: : 320 - 340: [91, 275, 139, 286]
prize3-number: SP 881144 (IRINJALAKUDA): [48, 1114, 184, 1126]
davanagere-tender-box: [1152, 464, 1496, 1016]
davanagere-footer: ವಾ.ಇ/ದಾವ/ಮಾಸಿ/743/ ಕೆಎಸ್‌ಎಂಸಿಎ/2025-26: [1160, 929, 1310, 939]
prize9-numbers: 0202 0217 0245 0273 0326 0357 0552 0562 0594 0667 0680 0917 0934 0956 1057 1058 1263 1281 1303 1380 1381 1388 1395 1414 1494 1641 1657 1701 1912 1937 1948 1958 1992 2027 2178 2201 2228 2304 2404 2430 2507 2600 2891 2943 3162 3207 3224 3227 3337 3424 3517 3584 3788 3814 3853 3980 3988 4028 4053 4066 4210 4226 4240 4266 4305 4323 4502 4593 4625 4704 4716 4829 4893 5022 5085 5310 5152 5237 5402 5413 5456 5520 5657 5702 5738 5810 6028 6216 6301 6360 6597 6605 6627 6709 6777 6806 6940 7105 7130 7162 7467 7509 7790 7806 7837 7899 7923 7974 8042 8059 8127 8159 8165 8195 8211 8230 8238 8342 8455 8550 8636 8647 8663 8697 8742 8817 8892 8909 8915 8995 9117 9122 9181 9405 9464 9546 9578 9586 9593 9660 9683 9721 9729 9732 9746 9767 9776 9833 9933 9940: [48, 1457, 384, 1599]
cons-number: SN 595985: [48, 1036, 97, 1047]
table-row: [835, 1835, 1488, 1850]
cons-number: SU 595985: [134, 1049, 183, 1060]
prisons-footer: ವಾಹಿಪ್ರಾ/ಪ್ರಾ.ಕಾ.ಬೆಂ/ಮಾಧ್ಯ/5688/2025-26: [1160, 436, 1299, 446]
prize6-label: 6th Prize Rs.1,000/-: [48, 1209, 137, 1221]
cell: 17.30 ಗಂಟೆ: [1290, 1835, 1389, 1850]
bidar-portal-link[interactable]: KPP portal https://kppp.karnataka.gov.in: [178, 2233, 409, 2244]
gadag-indent: Indent No : 1) WORK_INDENT : 16653/CALL-3, 16730/ CALL-3, 16701/CALL-2.: [1160, 1265, 1451, 1286]
market-title: ಪುತ್ತೂರು ಮಾರುಕಟ್ಟೆ ಧಾರಣೆ: [49, 92, 390, 115]
market-subtitle: ಅಡಿಕೆ ಧಾರಣೆ ಕೆ.ಜಿ.ಗೆ: [260, 117, 345, 131]
police-body: ಕರ್ನಾಟಕ ಸರ್ಕಾರದ ಪರವಾಗಿ ಕಾರ್ಯನಿರ್ವಾಹಕ ಇಂಜಿನಿಯರ್ ಅವರು ಅರ್ಹ ಗುತ್ತಿಗೆದಾರರಿಂದ ಇ-ಪ್ರೊಕ್ಯೂರ್‌ಮೆಂಟ್ ಮೂಲಕ ಟೆಂಡರ್‌ಗಳನ್ನು ಆಹ್ವಾನಿಸಿದ್ದಾರೆ. ಟೆಂಡರ್ ದಾಖಲೆಗಳನ್ನು ಪೋರ್ಟಲ್‌ನಿಂದ ಡೌನ್‌ಲೋಡ್ ಮಾಡಿಕೊಳ್ಳಬಹುದು. ಹೆಚ್ಚಿನ ಮಾಹಿತಿಗಾಗಿ ಕಛೇರಿಯ ವೇಳೆಯಲ್ಲಿ ಸಂಪರ್ಕಿಸಬಹುದು. ಯಾವುದೇ ಕಾರಣ ನೀಡದೆ ಟೆಂಡರ್ ರದ್ದುಪಡಿಸುವ ಹಕ್ಕನ್ನು ಕಾಯ್ದಿರಿಸಲಾಗಿದೆ.: [409, 197, 762, 245]
davanagere-govt: ಕರ್ನಾಟಕ ಸರ್ಕಾರ: [1160, 468, 1208, 478]
chintamani-body-2: ಕರ್ನಾಟಕ ಸರ್ಕಾರದ ಪರವಾಗಿ ಕಾರ್ಯನಿರ್ವಾಹಕ ಇಂಜಿನಿಯರ್ ಅವರು ಅರ್ಹ ಗುತ್ತಿಗೆದಾರರಿಂದ ಇ-ಪ್ರೊಕ್ಯೂರ್‌ಮೆಂಟ್ ಮೂಲಕ ಟೆಂಡರ್‌ಗಳನ್ನು ಆಹ್ವಾನಿಸಿದ್ದಾರೆ. ಟೆಂಡರ್ ದಾಖಲೆಗಳನ್ನು ಪೋರ್ಟಲ್‌ನಿಂದ ಡೌನ್‌ಲೋಡ್ ಮಾಡಿಕೊಳ್ಳಬಹುದು. ಹೆಚ್ಚಿನ ಮಾಹಿತಿಗಾಗಿ ಕಛೇರಿಯ ವೇಳೆಯಲ್ಲಿ ಸಂಪರ್ಕಿಸಬಹುದು. ಯಾವುದೇ ಕಾರಣ ನೀಡದೆ ಟೆಂಡರ್ ರದ್ದುಪಡಿಸುವ ಹಕ್ಕನ್ನು ಕಾಯ್ದಿರಿಸಲಾಗಿದೆ.: [785, 1116, 1138, 1163]
cons-number: SP 595985: [134, 1036, 180, 1047]
gadag-heading: ಕೆಪಿಪಿ ಪೋರ್ಟಲ್ ಅಲ್ಪಾವಧಿ ಟೆಂಡರ್ ಪ್ರಕಟಣೆ: [1153, 1093, 1494, 1110]
prisons-item: Body Worn Camera & Docking Station: [1160, 201, 1340, 211]
rate-value: : 520 - 550: [101, 179, 149, 190]
mandya-body: ಕರ್ನಾಟಕ ಸರ್ಕಾರದ ಪರವಾಗಿ ಕಾರ್ಯನಿರ್ವಾಹಕ ಇಂಜಿನಿಯರ್ ಅವರು ಅರ್ಹ ಗುತ್ತಿಗೆದಾರರಿಂದ ಇ-ಪ್ರೊಕ್ಯೂರ್‌ಮೆಂಟ್ ಮೂಲಕ ಟೆಂಡರ್‌ಗಳನ್ನು ಆಹ್ವಾನಿಸಿದ್ದಾರೆ. ಟೆಂಡರ್ ದಾಖಲೆಗಳನ್ನು ಪೋರ್ಟಲ್‌ನಿಂದ ಡೌನ್‌ಲೋಡ್ ಮಾಡಿಕೊಳ್ಳಬಹುದು. ಹೆಚ್ಚಿನ ಮಾಹಿತಿಗಾಗಿ ಕಛೇರಿಯ ವೇಳೆಯಲ್ಲಿ ಸಂಪರ್ಕಿಸಬಹುದು. ಯಾವುದೇ ಕಾರಣ ನೀಡದೆ ಟೆಂಡರ್ ರದ್ದುಪಡಿಸುವ ಹಕ್ಕನ್ನು ಕಾಯ್ದಿರಿಸಲಾಗಿದೆ.: [834, 1704, 1487, 1729]
table-row: [1160, 271, 1490, 296]
col-group: Group A:: [786, 1069, 891, 1085]
rate-item: ಒಣ ಕೊಕ್ಕೊ: [229, 180, 263, 190]
edition-badge: ಮಂಗಳೂರು: [1244, 45, 1520, 75]
col-tech-date: ತಾಂತ್ರಿಕ ಬಿಡ್ ತೆರೆಯುವ ದಿನಾಂಕ & ಸಮಯ: [1290, 1793, 1389, 1820]
cell: 4702– ಎಸ್.ಸಿ.ಪಿ-ಕೊಳವೆಬಾವಿ: [872, 1850, 1092, 1866]
shimoga-body: ಕರ್ನಾಟಕ ಸರ್ಕಾರದ ಪರವಾಗಿ ಕಾರ್ಯನಿರ್ವಾಹಕ ಇಂಜಿನಿಯರ್ ಅವರು ಅರ್ಹ ಗುತ್ತಿಗೆದಾರರಿಂದ ಇ-ಪ್ರೊಕ್ಯೂರ್‌ಮೆಂಟ್ ಮೂಲಕ ಟೆಂಡರ್‌ಗಳನ್ನು ಆಹ್ವಾನಿಸಿದ್ದಾರೆ. ಟೆಂಡರ್ ದಾಖಲೆಗಳನ್ನು ಪೋರ್ಟಲ್‌ನಿಂದ ಡೌನ್‌ಲೋಡ್ ಮಾಡಿಕೊಳ್ಳಬಹುದು. ಹೆಚ್ಚಿನ ಮಾಹಿತಿಗಾಗಿ ಕಛೇರಿಯ ವೇಳೆಯಲ್ಲಿ ಸಂಪರ್ಕಿಸಬಹುದು. ಯಾವುದೇ ಕಾರಣ ನೀಡದೆ ಟೆಂಡರ್ ರದ್ದುಪಡಿಸುವ ಹಕ್ಕನ್ನು ಕಾಯ್ದಿರಿಸಲಾಗಿದೆ.: [409, 1200, 762, 1248]
mandya-tender-box: [825, 1602, 1496, 2349]
pwd-hunsur-box: [777, 91, 1146, 739]
bidar-title: ಸಣ್ಣ ನೀರಾವರಿ ಮತ್ತು ಅಂತರ್ಜಲ ಅಭಿವೃದ್ಧಿ ಇಲಾಖೆ: [341, 1896, 597, 1915]
rubber-item: ಆರ್.ಎಸ್.ಎಸ್ 2: [229, 257, 283, 267]
bidar-body: ಕರ್ನಾಟಕ ಸರ್ಕಾರದ ಪರವಾಗಿ ಕಾರ್ಯನಿರ್ವಾಹಕ ಇಂಜಿನಿಯರ್ ಅವರು ಅರ್ಹ ಗುತ್ತಿಗೆದಾರರಿಂದ ಇ-ಪ್ರೊಕ್ಯೂರ್‌ಮೆಂಟ್ ಮೂಲಕ ಟೆಂಡರ್‌ಗಳನ್ನು ಆಹ್ವಾನಿಸಿದ್ದಾರೆ. ಟೆಂಡರ್ ದಾಖಲೆಗಳನ್ನು ಪೋರ್ಟಲ್‌ನಿಂದ ಡೌನ್‌ಲೋಡ್ ಮಾಡಿಕೊಳ್ಳಬಹುದು. ಹೆಚ್ಚಿನ ಮಾಹಿತಿಗಾಗಿ ಕಛೇರಿಯ ವೇಳೆಯಲ್ಲಿ ಸಂಪರ್ಕಿಸಬಹುದು. ಯಾವುದೇ ಕಾರಣ ನೀಡದೆ ಟೆಂಡರ್ ರದ್ದುಪಡಿಸುವ ಹಕ್ಕನ್ನು ಕಾಯ್ದಿರಿಸಲಾಗಿದೆ.: [178, 1975, 760, 2016]
col-qty: ಸಂಖ್ಯೆ: [648, 257, 686, 296]
cons-number: SW 595985: [306, 1049, 357, 1060]
police-portal-link[interactable]: https://kppp.karnataka.gov.in: [409, 338, 551, 348]
gadag-subheading: Standard Bid Document KW-3: [1153, 1110, 1494, 1127]
hunsur-dipr: DIPR/DDMYS/1671/KSMCA/947/2025-26: [785, 631, 971, 641]
davanagere-org: ಜಿಲ್ಲಾ ಪಂಚಾಯತ್, ದಾವಣಗೆರೆ.: [1398, 468, 1488, 478]
rubber-value: - 131.00: [257, 273, 294, 285]
rate-value: : 260 - 485: [91, 140, 138, 152]
chitradurga-tender-box: [48, 382, 392, 931]
cell: 13: [1092, 1866, 1183, 1892]
bidar-date: ದಿನಾಂಕ: 16-2-2026: [677, 1934, 760, 1945]
small-notice-box: [48, 1919, 164, 2349]
cons-label: Cons Prize-Rs: 5000/-: [48, 1023, 147, 1034]
shimoga-ref: ಇಎಫ್‌ಟಿ ಸಂಖ್ಯೆ: 47/2025-26: [409, 1182, 512, 1192]
mandya-ref: ಸಂಖ್ಯೆ:ಕಾ.ಇಂ/ಸ.ನೀ/ಮಂ/ತಾಂಶಾ/ಸ.ಇ/ಟ.ಪ್ರ/14/2025-26/2656: [984, 1663, 1220, 1674]
davanagere-sign: ಸಹಿ/- ಜಿಲ್ಲಾ ಕುಷ್ಠರೋಗ ನಿರ್ಮೂಲನಾಧಿಕಾರಿಗಳು ಹಾಗೂ ಆಂಧ್ರತ್ವ ಮತ್ತು ದೃಷ್ಟಿದೋಷ ನಿಯಂತ್ರಣಾಧಿಕಾರಿಗಳು, ದಾವಣಗೆರೆ: [1298, 904, 1477, 925]
shimoga-body-2: ಕರ್ನಾಟಕ ಸರ್ಕಾರದ ಪರವಾಗಿ ಕಾರ್ಯನಿರ್ವಾಹಕ ಇಂಜಿನಿಯರ್ ಅವರು ಅರ್ಹ ಗುತ್ತಿಗೆದಾರರಿಂದ ಇ-ಪ್ರೊಕ್ಯೂರ್‌ಮೆಂಟ್ ಮೂಲಕ ಟೆಂಡರ್‌ಗಳನ್ನು ಆಹ್ವಾನಿಸಿದ್ದಾರೆ. ಟೆಂಡರ್ ದಾಖಲೆಗಳನ್ನು ಪೋರ್ಟಲ್‌ನಿಂದ ಡೌನ್‌ಲೋಡ್ ಮಾಡಿಕೊಳ್ಳಬಹುದು. ಹೆಚ್ಚಿನ ಮಾಹಿತಿಗಾಗಿ ಕಛೇರಿಯ ವೇಳೆಯಲ್ಲಿ ಸಂಪರ್ಕಿಸಬಹುದು. ಯಾವುದೇ ಕಾರಣ ನೀಡದೆ ಟೆಂಡರ್ ರದ್ದುಪಡಿಸುವ ಹಕ್ಕನ್ನು ಕಾಯ್ದಿರಿಸಲಾಗಿದೆ.: [409, 1542, 762, 1590]
shimoga-footer: ವಾ.ಸಾ.ಇ/ಶಿ/ಸ.ಸಂ/43/ಕ.ಸಿ/93-02/ ಶಿವಮೊಗ್ಗ/2025-26: [409, 1821, 575, 1842]
chintamani-body: ಕರ್ನಾಟಕ ಸರ್ಕಾರದ ಪರವಾಗಿ ಕಾರ್ಯನಿರ್ವಾಹಕ ಇಂಜಿನಿಯರ್ ಅವರು ಅರ್ಹ ಗುತ್ತಿಗೆದಾರರಿಂದ ಇ-ಪ್ರೊಕ್ಯೂರ್‌ಮೆಂಟ್ ಮೂಲಕ ಟೆಂಡರ್‌ಗಳನ್ನು ಆಹ್ವಾನಿಸಿದ್ದಾರೆ. ಟೆಂಡರ್ ದಾಖಲೆಗಳನ್ನು ಪೋರ್ಟಲ್‌ನಿಂದ ಡೌನ್‌ಲೋಡ್ ಮಾಡಿಕೊಳ್ಳಬಹುದು. ಹೆಚ್ಚಿನ ಮಾಹಿತಿಗಾಗಿ ಕಛೇರಿಯ ವೇಳೆಯಲ್ಲಿ ಸಂಪರ್ಕಿಸಬಹುದು. ಯಾವುದೇ ಕಾರಣ ನೀಡದೆ ಟೆಂಡರ್ ರದ್ದುಪಡಿಸುವ ಹಕ್ಕನ್ನು ಕಾಯ್ದಿರಿಸಲಾಗಿದೆ.: [785, 864, 1138, 911]
knnl-subtitle: (ಕರ್ನಾಟಕ ಸರ್ಕಾರದ ಉದ್ಯಮ): [567, 564, 653, 574]
cell: 1: [409, 296, 433, 332]
cell: 4: [1092, 1820, 1183, 1835]
rate-value: : 520 - 550: [85, 160, 133, 171]
bidar-sign: ಸಹಿ/- ಕಾರ್ಯ ನಿರ್ವಾಹಕ ಅಭಿಯಂತರರು ಸಣ್ಣ ನೀರಾವರಿ ಮತ್ತು ಅಂತರ್ಜಲ ಅಭಿವೃದ್ಧಿ ವಿಭಾಗ, ಬೀದರ.: [304, 2262, 634, 2273]
ending-note: FOR THE TICKETS ENDING WITH THE FOLLOWING NUMBERS: [48, 1129, 392, 1140]
shimoga-office: ಕಾರ್ಯಪಾಲಕ ಅಭಿಯಂತರರ ಕಛೇರಿ, ಲೋಕೋಪಯೋಗಿ ಇಲಾಖೆ, ವಿಶೇಷ ವಿಭಾಗ, ಶಿವಮೊಗ್ಗ: [458, 1115, 712, 1125]
prisons-tender-box: [1152, 91, 1496, 458]
col-fin-date: ಆರ್ಥಿಕ ಬಿಡ್ ತೆರೆಯುವ ದಿನಾಂಕ & ಸಮಯ: [1389, 1793, 1488, 1820]
cell: 04.03.2026 17.30 HRS: [686, 296, 762, 332]
section-title: ಜಾಹೀರಾತು: [660, 49, 741, 74]
cons-number: ST 595985: [48, 1049, 95, 1060]
knnl-email: ಇ-ಮೇಲ್: eesliddwd@gmail.com: [634, 614, 762, 624]
rate-item: ಡಬಲ್ ಚೋಲ್: [54, 180, 98, 190]
chitradurga-sign: ಸಹಿ/- ಕಾರ್ಯಪಾಲಕ ಇಂಜಿನಿಯರ್, ಸಣ್ಣ ನೀರಾವರಿ & ಅಂತರ್ಜಲ ಅಭಿವೃದ್ಧಿ ವಿಭಾಗ, ಚಿತ್ರದುರ್ಗ.: [197, 848, 379, 868]
prisons-date: ದಿನಾಂಕ: 17.02.2026: [1415, 152, 1490, 162]
hunsur-body-2: ಕರ್ನಾಟಕ ಸರ್ಕಾರದ ಪರವಾಗಿ ಕಾರ್ಯನಿರ್ವಾಹಕ ಇಂಜಿನಿಯರ್ ಅವರು ಅರ್ಹ ಗುತ್ತಿಗೆದಾರರಿಂದ ಇ-ಪ್ರೊಕ್ಯೂರ್‌ಮೆಂಟ್ ಮೂಲಕ ಟೆಂಡರ್‌ಗಳನ್ನು ಆಹ್ವಾನಿಸಿದ್ದಾರೆ. ಟೆಂಡರ್ ದಾಖಲೆಗಳನ್ನು ಪೋರ್ಟಲ್‌ನಿಂದ ಡೌನ್‌ಲೋಡ್ ಮಾಡಿಕೊಳ್ಳಬಹುದು. ಹೆಚ್ಚಿನ ಮಾಹಿತಿಗಾಗಿ ಕಛೇರಿಯ ವೇಳೆಯಲ್ಲಿ ಸಂಪರ್ಕಿಸಬಹುದು. ಯಾವುದೇ ಕಾರಣ ನೀಡದೆ ಟೆಂಡರ್ ರದ್ದುಪಡಿಸುವ ಹಕ್ಕನ್ನು ಕಾಯ್ದಿರಿಸಲಾಗಿದೆ.: [785, 394, 1138, 441]
prize2-number: SY 451700 (KOLLAM): [48, 1088, 152, 1099]
cons-number: SY 595985: [134, 1062, 182, 1073]
cell: Annual Maintenance Services for IT/NON-IT Equipments at Data Center: [500, 296, 648, 332]
cell: ದಿ:12.03.2026 17.29 ಗಂಟೆವರೆಗೆ: [1183, 1866, 1290, 1892]
